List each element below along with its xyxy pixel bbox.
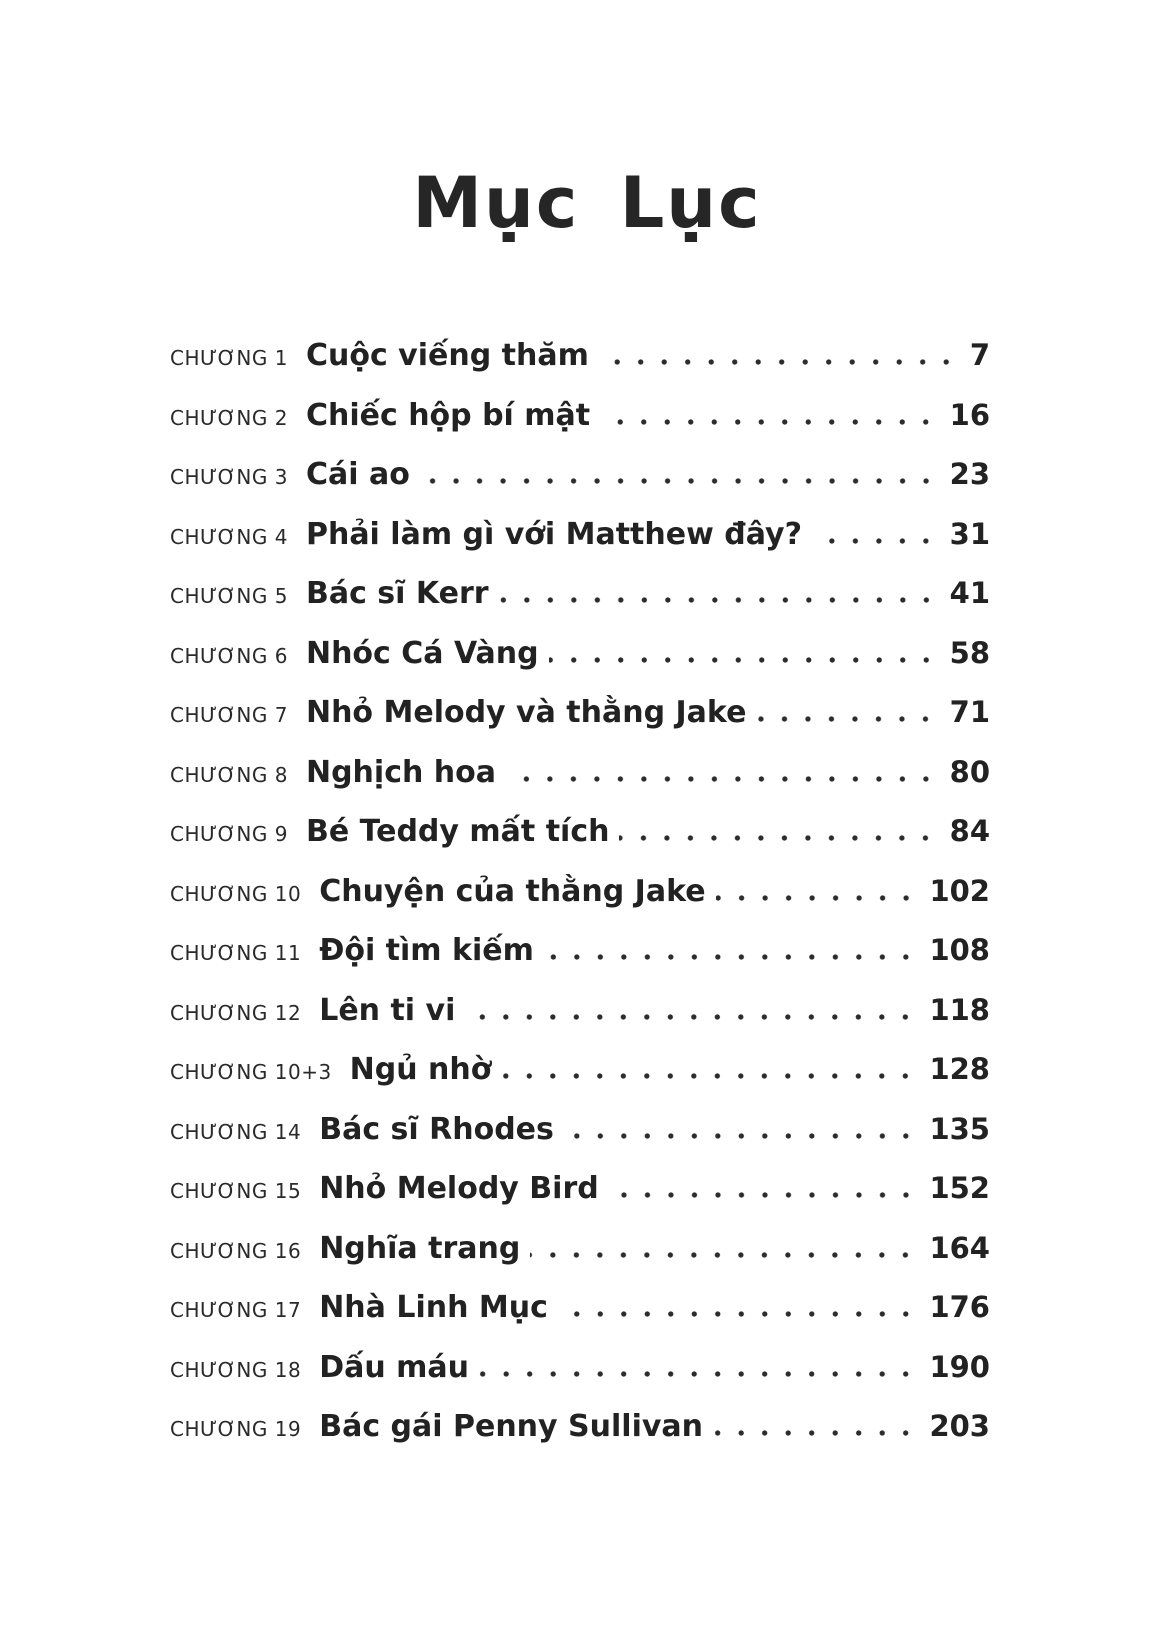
chapter-title: Dấu máu [319, 1349, 470, 1385]
chapter-label: CHƯƠNG 12 [170, 1000, 302, 1025]
chapter-page-number: 16 [949, 397, 990, 432]
toc-row [170, 1052, 990, 1112]
chapter-page-number: 7 [969, 338, 990, 372]
dot-leader [544, 954, 918, 960]
toc-row [170, 874, 990, 934]
chapter-page-number: 152 [929, 1171, 990, 1205]
chapter-title: Bác sĩ Rhodes [319, 1111, 554, 1147]
dot-leader [499, 597, 938, 603]
toc-row [170, 814, 990, 874]
dot-leader [479, 1371, 917, 1377]
chapter-title: Chuyện của thằng Jake [319, 873, 706, 909]
chapter-title: Nhà Linh Mục [319, 1290, 548, 1325]
toc-list [170, 338, 990, 1469]
chapter-title: Đội tìm kiếm [319, 933, 534, 968]
chapter-title: Ngủ nhờ [349, 1052, 492, 1087]
dot-leader [713, 1430, 917, 1436]
chapter-page-number: 80 [949, 754, 990, 789]
chapter-label: CHƯƠNG 19 [170, 1417, 302, 1441]
dot-leader [619, 835, 937, 841]
toc-row [170, 576, 990, 636]
chapter-page-number: 203 [929, 1409, 990, 1443]
dot-leader [756, 716, 937, 722]
dot-leader [600, 419, 938, 425]
dot-leader [812, 538, 938, 544]
toc-row [170, 517, 990, 577]
toc-row [170, 1350, 990, 1410]
chapter-label: CHƯƠNG 9 [170, 822, 288, 846]
chapter-title: Phải làm gì với Matthew đây? [305, 516, 803, 552]
toc-row [170, 993, 990, 1053]
chapter-title: Cuộc viếng thăm [305, 338, 589, 373]
chapter-page-number: 164 [929, 1230, 990, 1265]
dot-leader [609, 1192, 918, 1198]
chapter-page-number: 84 [949, 814, 990, 848]
chapter-title: Nhỏ Melody Bird [319, 1171, 599, 1206]
toc-row [170, 1171, 990, 1231]
toc-row [170, 457, 990, 517]
chapter-title: Bé Teddy mất tích [305, 814, 610, 849]
chapter-label: CHƯƠNG 14 [170, 1119, 302, 1144]
toc-row [170, 695, 990, 755]
dot-leader [465, 1014, 917, 1020]
dot-leader [564, 1133, 918, 1139]
toc-row [170, 398, 990, 458]
chapter-title: Nghịch hoa [305, 754, 496, 790]
chapter-title: Chiếc hộp bí mật [305, 397, 591, 433]
chapter-title: Nhóc Cá Vàng [305, 635, 539, 671]
toc-row [170, 338, 990, 398]
chapter-page-number: 128 [929, 1052, 990, 1086]
chapter-title: Nghĩa trang [319, 1230, 521, 1266]
toc-row [170, 636, 990, 696]
chapter-page-number: 71 [949, 695, 990, 729]
chapter-label: CHƯƠNG 4 [170, 524, 288, 549]
chapter-page-number: 31 [949, 516, 990, 551]
chapter-label: CHƯƠNG 10 [170, 881, 302, 906]
chapter-page-number: 58 [949, 635, 990, 670]
dot-leader [558, 1311, 918, 1317]
dot-leader [549, 657, 938, 663]
chapter-page-number: 23 [949, 457, 990, 491]
dot-leader [501, 1073, 917, 1079]
chapter-page-number: 108 [929, 933, 990, 967]
toc-row [170, 1112, 990, 1172]
chapter-label: CHƯƠNG 2 [170, 405, 288, 430]
chapter-page-number: 190 [929, 1349, 990, 1384]
toc-row [170, 1290, 990, 1350]
chapter-label: CHƯƠNG 15 [170, 1179, 302, 1203]
chapter-page-number: 135 [929, 1111, 990, 1146]
chapter-label: CHƯƠNG 16 [170, 1238, 302, 1263]
chapter-label: CHƯƠNG 7 [170, 703, 288, 727]
chapter-page-number: 118 [929, 992, 990, 1027]
chapter-label: CHƯƠNG 17 [170, 1298, 302, 1322]
page-title: Mục Lục [412, 162, 762, 244]
chapter-label: CHƯƠNG 1 [170, 346, 288, 370]
dot-leader [420, 478, 938, 484]
toc-row [170, 755, 990, 815]
toc-row [170, 933, 990, 993]
chapter-title: Bác gái Penny Sullivan [319, 1409, 704, 1444]
toc-row [170, 1409, 990, 1469]
chapter-label: CHƯƠNG 8 [170, 762, 288, 787]
chapter-title: Cái ao [305, 457, 410, 492]
dot-leader [599, 359, 958, 365]
dot-leader [530, 1252, 917, 1258]
chapter-label: CHƯƠNG 18 [170, 1357, 302, 1382]
chapter-page-number: 41 [949, 576, 990, 610]
chapter-label: CHƯƠNG 11 [170, 941, 302, 965]
dot-leader [716, 895, 918, 901]
chapter-label: CHƯƠNG 3 [170, 465, 288, 489]
chapter-title: Nhỏ Melody và thằng Jake [305, 695, 747, 730]
chapter-label: CHƯƠNG 10+3 [170, 1060, 332, 1084]
chapter-title: Lên ti vi [319, 992, 456, 1028]
toc-row [170, 1231, 990, 1291]
chapter-page-number: 102 [929, 873, 990, 908]
dot-leader [506, 776, 938, 782]
chapter-page-number: 176 [929, 1290, 990, 1324]
chapter-title: Bác sĩ Kerr [305, 576, 489, 611]
chapter-label: CHƯƠNG 5 [170, 584, 288, 608]
chapter-label: CHƯƠNG 6 [170, 643, 288, 668]
